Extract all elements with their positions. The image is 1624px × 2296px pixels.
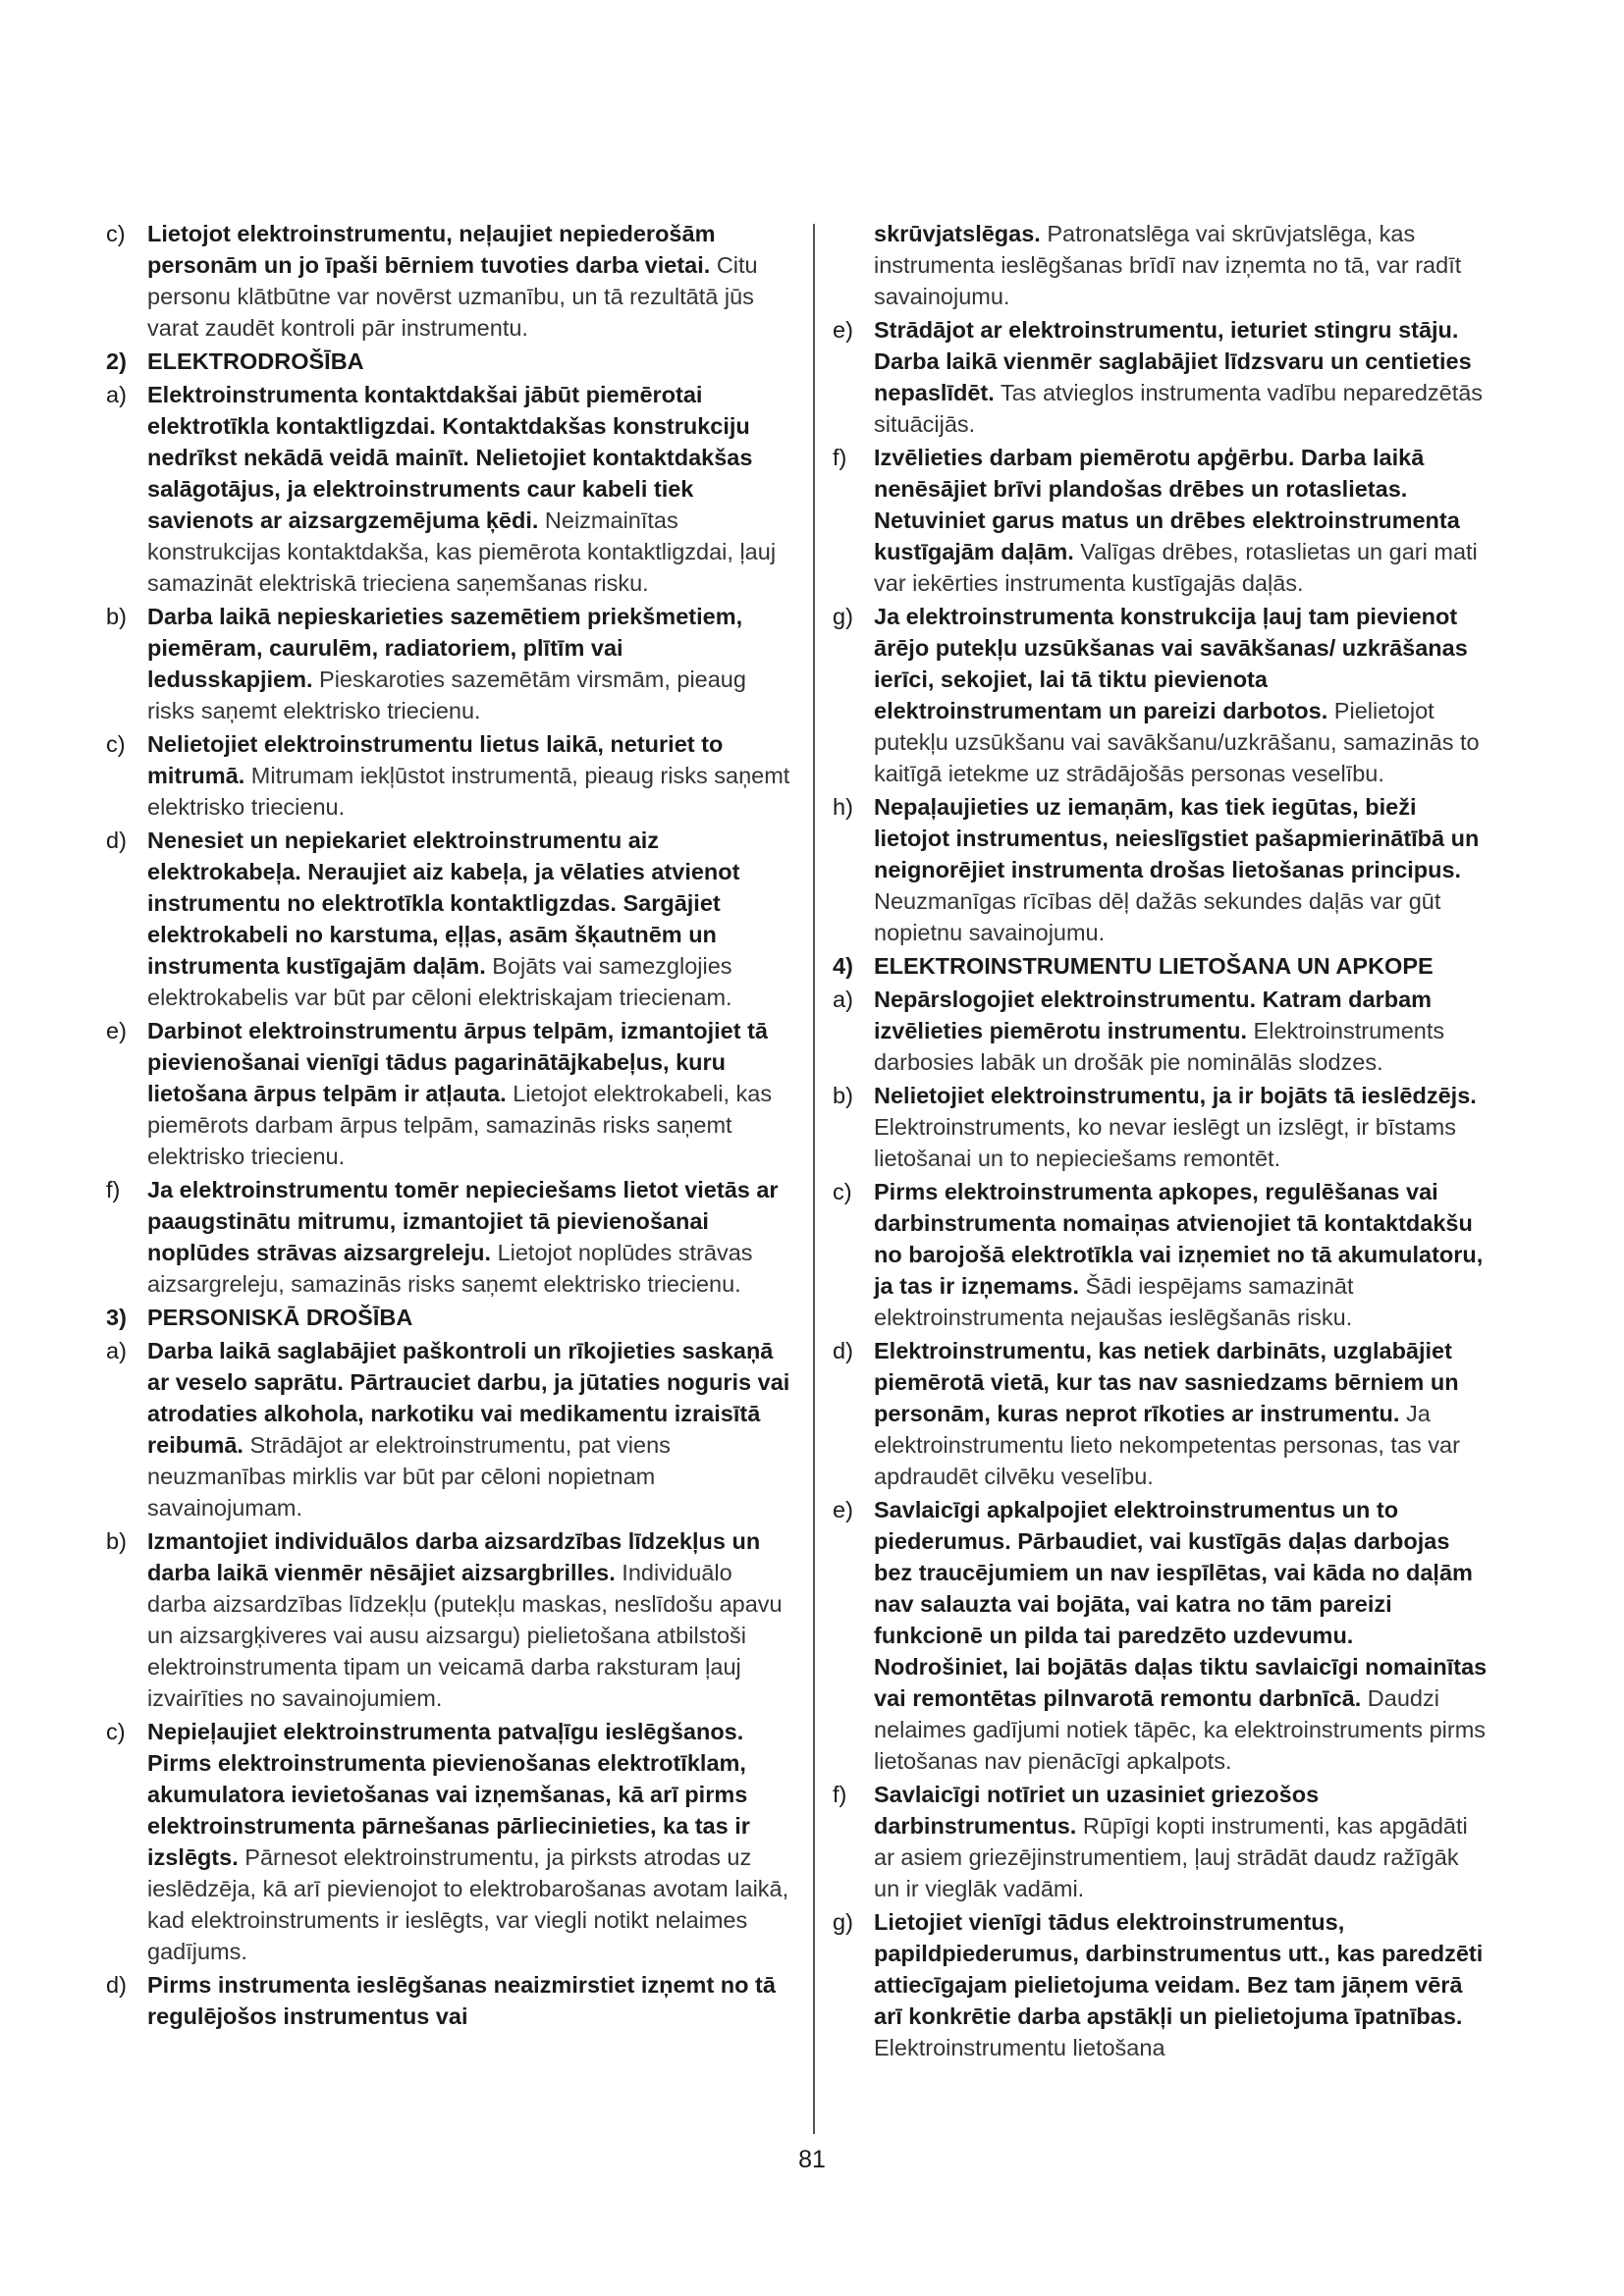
item-label: c)	[106, 221, 126, 246]
item-bold-text: Lietojot elektroinstrumentu, neļaujiet nepiederošām personām un jo īpaši bērniem tuvoties darba vietai.	[147, 221, 716, 278]
list-item	[833, 1176, 1489, 1333]
item-normal-text: Neuzmanīgas rīcības dēļ dažās sekundes daļās var gūt nopietnu savainojumu.	[874, 888, 1441, 945]
list-item	[833, 1906, 1489, 2063]
list-item	[106, 1335, 793, 1523]
column-divider	[813, 224, 815, 2134]
item-normal-text: Lietojot elektrokabeli, kas piemērots darbam ārpus telpām, samazinās risks saņemt elektrisko triecienu.	[147, 1081, 773, 1169]
item-normal-text: Bojāts vai samezglojies elektrokabelis var būt par cēloni elektriskajam triecienam.	[147, 953, 732, 1010]
item-label: c)	[106, 1719, 126, 1744]
item-normal-text: Tas atvieglos instrumenta vadību neparedzētās situācijās.	[874, 380, 1484, 437]
item-label: f)	[833, 1782, 847, 1807]
item-label: d)	[106, 828, 127, 853]
list-item	[833, 1335, 1489, 1492]
list-item	[833, 1494, 1489, 1777]
item-bold-text: Elektroinstrumentu, kas netiek darbināts, uzglabājiet piemērotā vietā, kur tas nav sasniedzams bērniem un personām, kuras neprot rīkoties ar instrumentu.	[874, 1338, 1459, 1426]
item-bold-text: Savlaicīgi apkalpojiet elektroinstrumentus un to piederumus. Pārbaudiet, vai kustīgās daļas darbojas bez traucējumiem un nav iespīlētas, vai kāda no daļām nav salauzta vai bojāta, vai katra no tām pareizi funkcionē un pilda tai paredzēto uzdevumu. Nodrošiniet, lai bojātās daļas tiktu savlaicīgi nomainītas vai remontētas pilnvarotā remontu darbnīcā.	[874, 1497, 1488, 1711]
list-item	[106, 825, 793, 1013]
section-number: 4)	[833, 953, 853, 979]
item-label: d)	[106, 1972, 127, 1998]
right-column	[833, 218, 1489, 2065]
list-item	[833, 1080, 1489, 1174]
item-bold-text: Elektroinstrumenta kontaktdakšai jābūt piemērotai elektrotīkla kontaktligzdai. Kontaktdakšas konstrukciju nedrīkst nekādā veidā mainīt. Nelietojiet kontaktdakšas salāgotājus, ja elektroinstruments caur kabeli tiek savienots ar aizsargzemējuma ķēdi.	[147, 382, 753, 533]
item-normal-text: Patronatslēga vai skrūvjatslēga, kas instrumenta ieslēgšanas brīdī nav izņemta no tā, var radīt savainojumu.	[874, 221, 1462, 309]
item-normal-text: Individuālo darba aizsardzības līdzekļu (putekļu maskas, neslīdošu apavu un aizsargķiveres vai ausu aizsargu) pielietošana atbilstoši elektroinstrumenta tipam un veicamā darba raksturam ļauj izvairīties no savainojumiem.	[147, 1560, 783, 1711]
section-number: 2)	[106, 348, 127, 374]
section-number: 3)	[106, 1305, 127, 1330]
item-normal-text: Elektroinstruments, ko nevar ieslēgt un izslēgt, ir bīstams lietošanai un to nepieciešams remontēt.	[874, 1114, 1456, 1171]
item-label: b)	[833, 1083, 853, 1108]
item-label: d)	[833, 1338, 853, 1363]
list-item	[833, 601, 1489, 789]
list-item	[106, 601, 793, 726]
item-bold-text: Nelietojiet elektroinstrumentu, ja ir bojāts tā ieslēdzējs.	[874, 1083, 1477, 1108]
list-item	[833, 1779, 1489, 1904]
item-label: h)	[833, 794, 853, 820]
item-normal-text: Pieskaroties sazemētām virsmām, pieaug risks saņemt elektrisko triecienu.	[147, 667, 746, 723]
item-bold-text: Nepārslogojiet elektroinstrumentu. Katram darbam izvēlieties piemērotu instrumentu.	[874, 987, 1433, 1043]
item-bold-text: Ja elektroinstrumenta konstrukcija ļauj tam pievienot ārējo putekļu uzsūkšanas vai savākšanas/ uzkrāšanas ierīci, sekojiet, lai tā tiktu pievienota elektroinstrumentam un pareizi darbotos.	[874, 604, 1468, 723]
item-normal-text: Daudzi nelaimes gadījumi notiek tāpēc, ka elektroinstruments pirms lietošanas nav pienācīgi apkalpots.	[874, 1685, 1487, 1774]
item-bold-text: Izmantojiet individuālos darba aizsardzības līdzekļus un darba laikā vienmēr nēsājiet aizsargbrilles.	[147, 1528, 761, 1585]
list-item	[106, 1716, 793, 1967]
item-normal-text: Ja elektroinstrumentu lieto nekompetentas personas, tas var apdraudēt cilvēku veselību.	[874, 1401, 1460, 1489]
section-heading	[106, 1302, 793, 1333]
item-normal-text: Valīgas drēbes, rotaslietas un gari mati var iekērties instrumenta kustīgajās daļās.	[874, 539, 1478, 596]
list-item	[833, 218, 1489, 312]
list-item	[106, 1015, 793, 1172]
item-bold-text: Nenesiet un nepiekariet elektroinstrumentu aiz elektrokabeļa. Neraujiet aiz kabeļa, ja vēlaties atvienot instrumentu no elektrotīkla kontaktligzdas. Sargājiet elektrokabeli no karstuma, eļļas, asām šķautnēm un instrumenta kustīgajām daļām.	[147, 828, 740, 979]
item-normal-text: Elektroinstrumentu lietošana	[874, 2035, 1165, 2060]
section-heading	[833, 950, 1489, 982]
item-bold-text: Izvēlieties darbam piemērotu apģērbu. Darba laikā nenēsājiet brīvi plandošas drēbes un rotaslietas. Netuviniet garus matus un drēbes elektroinstrumenta kustīgajām daļām.	[874, 445, 1460, 564]
item-bold-text: Nepaļaujieties uz iemaņām, kas tiek iegūtas, bieži lietojot instrumentus, neieslīgstiet pašapmierinātībā un neignorējiet instrumenta drošas lietošanas principus.	[874, 794, 1480, 882]
item-normal-text: Šādi iespējams samazināt elektroinstrumenta nejaušas ieslēgšanās risku.	[874, 1273, 1354, 1330]
list-item	[106, 1969, 793, 2032]
item-normal-text: Elektroinstruments darbosies labāk un drošāk pie nominālās slodzes.	[874, 1018, 1445, 1075]
list-item	[833, 791, 1489, 948]
item-label: e)	[833, 1497, 853, 1522]
left-column	[106, 218, 793, 2034]
item-label: f)	[106, 1177, 121, 1202]
section-title: PERSONISKĀ DROŠĪBA	[147, 1305, 413, 1330]
item-normal-text: Mitrumam iekļūstot instrumentā, pieaug risks saņemt elektrisko triecienu.	[147, 763, 790, 820]
item-normal-text: Pielietojot putekļu uzsūkšanu vai savākšanu/uzkrāšanu, samazinās to kaitīgā ietekme uz strādājošās personas veselību.	[874, 698, 1480, 786]
item-bold-text: skrūvjatslēgas.	[874, 221, 1041, 246]
item-label: g)	[833, 604, 853, 629]
section-title: ELEKTROINSTRUMENTU LIETOŠANA UN APKOPE	[874, 953, 1434, 979]
section-title: ELEKTRODROŠĪBA	[147, 348, 364, 374]
item-bold-text: Darba laikā saglabājiet paškontroli un rīkojieties saskaņā ar veselo saprātu. Pārtrauciet darbu, ja jūtaties noguris vai atrodaties alkohola, narkotiku vai medikamentu izraisītā reibumā.	[147, 1338, 790, 1458]
list-item	[106, 1174, 793, 1300]
item-label: c)	[106, 731, 126, 757]
item-label: g)	[833, 1909, 853, 1935]
item-bold-text: Darba laikā nepieskarieties sazemētiem priekšmetiem, piemēram, caurulēm, radiatoriem, plītīm vai ledusskapjiem.	[147, 604, 743, 692]
page-number: 81	[798, 2146, 826, 2173]
item-label: a)	[106, 1338, 127, 1363]
list-item	[833, 314, 1489, 440]
list-item	[106, 728, 793, 823]
list-item	[833, 984, 1489, 1078]
item-normal-text: Strādājot ar elektroinstrumentu, pat viens neuzmanības mirklis var būt par cēloni nopietnam savainojumam.	[147, 1432, 671, 1521]
item-bold-text: Strādājot ar elektroinstrumentu, ieturiet stingru stāju. Darba laikā vienmēr saglabājiet līdzsvaru un centieties nepaslīdēt.	[874, 317, 1472, 405]
item-bold-text: Nepieļaujiet elektroinstrumenta patvaļīgu ieslēgšanos. Pirms elektroinstrumenta pievienošanas elektrotīklam, akumulatora ievietošanas vai izņemšanas, kā arī pirms elektroinstrumenta pārnešanas pārliecinieties, ka tas ir izslēgts.	[147, 1719, 750, 1870]
item-label: f)	[833, 445, 847, 470]
list-item	[106, 379, 793, 599]
item-bold-text: Pirms elektroinstrumenta apkopes, regulēšanas vai darbinstrumenta nomaiņas atvienojiet tā kontaktdakšu no barojošā elektrotīkla vai izņemiet no tā akumulatoru, ja tas ir izņemams.	[874, 1179, 1484, 1299]
list-item	[833, 442, 1489, 599]
item-bold-text: Nelietojiet elektroinstrumentu lietus laikā, neturiet to mitrumā.	[147, 731, 724, 788]
section-heading	[106, 346, 793, 377]
item-label: b)	[106, 604, 127, 629]
list-item	[106, 218, 793, 344]
item-bold-text: Darbinot elektroinstrumentu ārpus telpām, izmantojiet tā pievienošanai vienīgi tādus pagarinātājkabeļus, kuru lietošana ārpus telpām ir atļauta.	[147, 1018, 768, 1106]
item-bold-text: Savlaicīgi notīriet un uzasiniet griezošos darbinstrumentus.	[874, 1782, 1320, 1839]
item-normal-text: Pārnesot elektroinstrumentu, ja pirksts atrodas uz ieslēdzēja, kā arī pievienojot to elektrobarošanas avotam laikā, kad elektroinstruments ir ieslēgts, var viegli notikt nelaimes gadījums.	[147, 1844, 789, 1964]
item-label: e)	[833, 317, 853, 343]
item-bold-text: Ja elektroinstrumentu tomēr nepieciešams lietot vietās ar paaugstinātu mitrumu, izmantojiet tā pievienošanai noplūdes strāvas aizsargreleju.	[147, 1177, 779, 1265]
item-bold-text: Pirms instrumenta ieslēgšanas neaizmirstiet izņemt no tā regulējošos instrumentus vai	[147, 1972, 776, 2029]
item-normal-text: Lietojot noplūdes strāvas aizsargreleju, samazinās risks saņemt elektrisko triecienu.	[147, 1240, 753, 1297]
item-label: b)	[106, 1528, 127, 1554]
item-label: a)	[106, 382, 127, 407]
item-label: e)	[106, 1018, 127, 1043]
item-bold-text: Lietojiet vienīgi tādus elektroinstrumentus, papildpiederumus, darbinstrumentus utt., kas paredzēti attiecīgajam pielietojuma veidam. Bez tam jāņem vērā arī konkrētie darba apstākļi un pielietojuma īpatnības.	[874, 1909, 1484, 2029]
item-normal-text: Rūpīgi kopti instrumenti, kas apgādāti ar asiem griezējinstrumentiem, ļauj strādāt daudz ražīgāk un ir vieglāk vadāmi.	[874, 1813, 1468, 1901]
item-normal-text: Citu personu klātbūtne var novērst uzmanību, un tā rezultātā jūs varat zaudēt kontroli pār instrumentu.	[147, 252, 758, 341]
item-label: a)	[833, 987, 853, 1012]
item-normal-text: Neizmainītas konstrukcijas kontaktdakša, kas piemērota kontaktligzdai, ļauj samazināt elektriskā trieciena saņemšanas risku.	[147, 507, 777, 596]
item-label: c)	[833, 1179, 852, 1204]
list-item	[106, 1525, 793, 1714]
